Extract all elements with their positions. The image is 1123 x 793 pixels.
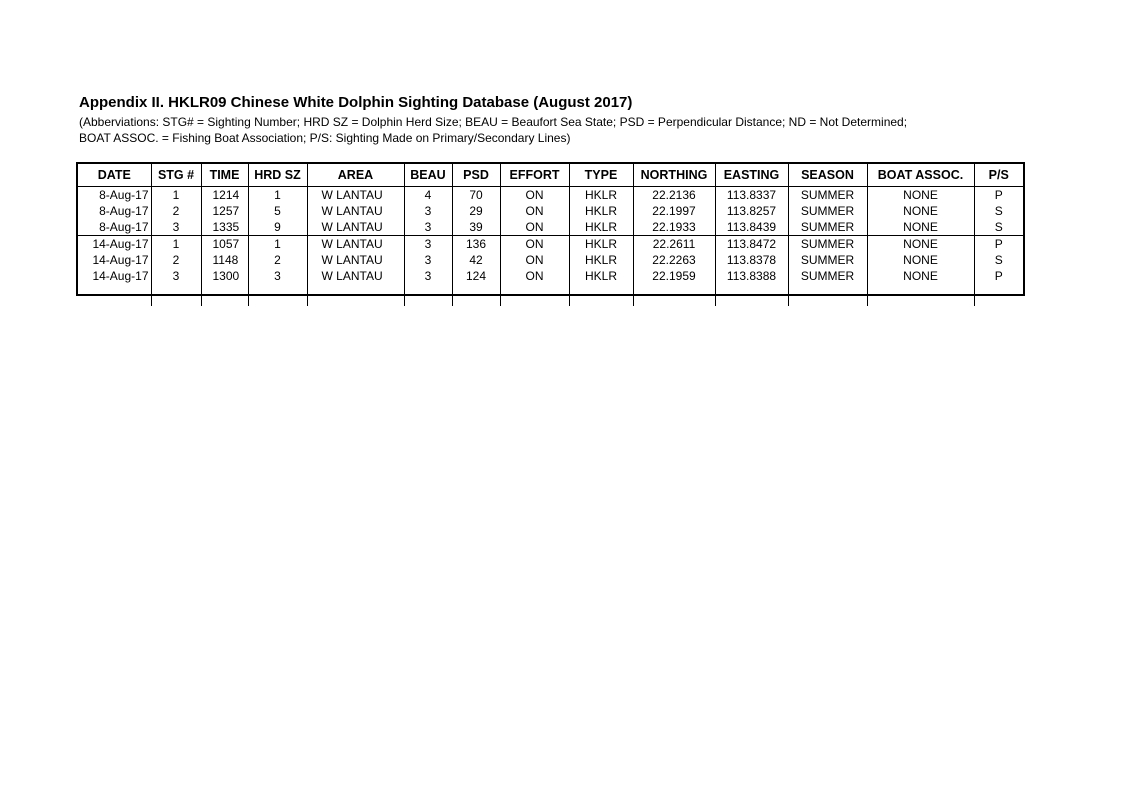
- cell-effort: ON: [500, 268, 569, 284]
- cell-season: SUMMER: [788, 268, 867, 284]
- cell-stg: 1: [151, 236, 201, 253]
- header-hrd-sz: HRD SZ: [248, 164, 307, 187]
- cell-psd: 136: [452, 236, 500, 253]
- filler-cell: [633, 284, 715, 306]
- filler-cell: [788, 284, 867, 306]
- cell-easting: 113.8378: [715, 252, 788, 268]
- filler-cell: [248, 284, 307, 306]
- cell-easting: 113.8337: [715, 187, 788, 204]
- cell-easting: 113.8257: [715, 203, 788, 219]
- filler-cell: [404, 284, 452, 306]
- cell-northing: 22.1997: [633, 203, 715, 219]
- filler-cell: [78, 284, 151, 306]
- cell-easting: 113.8472: [715, 236, 788, 253]
- table-row: [78, 252, 1023, 268]
- cell-time: 1335: [201, 219, 248, 236]
- cell-easting: 113.8388: [715, 268, 788, 284]
- cell-effort: ON: [500, 252, 569, 268]
- cell-hrd-sz: 1: [248, 187, 307, 204]
- cell-beau: 3: [404, 219, 452, 236]
- header-time: TIME: [201, 164, 248, 187]
- header-beau: BEAU: [404, 164, 452, 187]
- table-row: [78, 219, 1023, 236]
- cell-date: 8-Aug-17: [78, 219, 151, 236]
- header-date: DATE: [78, 164, 151, 187]
- cell-season: SUMMER: [788, 219, 867, 236]
- cell-northing: 22.2611: [633, 236, 715, 253]
- cell-psd: 124: [452, 268, 500, 284]
- cell-ps: S: [994, 203, 1003, 218]
- cell-season: SUMMER: [788, 187, 867, 204]
- cell-stg: 2: [151, 252, 201, 268]
- cell-boat-assoc: NONE: [867, 268, 974, 284]
- cell-northing: 22.1959: [633, 268, 715, 284]
- cell-beau: 3: [404, 252, 452, 268]
- cell-effort: ON: [500, 203, 569, 219]
- cell-season: SUMMER: [788, 236, 867, 253]
- cell-area: W LANTAU: [307, 236, 404, 253]
- cell-hrd-sz: 3: [248, 268, 307, 284]
- cell-ps: S: [994, 219, 1003, 234]
- filler-cell: [151, 284, 201, 306]
- cell-time: 1214: [201, 187, 248, 204]
- table-row: [78, 236, 1023, 253]
- cell-hrd-sz: 5: [248, 203, 307, 219]
- cell-date: 14-Aug-17: [78, 268, 151, 284]
- cell-type: HKLR: [569, 268, 633, 284]
- cell-area: W LANTAU: [307, 219, 404, 236]
- cell-area: W LANTAU: [307, 187, 404, 204]
- appendix-title: Appendix II. HKLR09 Chinese White Dolphin Sighting Database (August 2017): [79, 94, 633, 111]
- header-psd: PSD: [452, 164, 500, 187]
- cell-psd: 42: [452, 252, 500, 268]
- cell-date: 14-Aug-17: [78, 236, 151, 253]
- cell-beau: 3: [404, 236, 452, 253]
- table-header-row: [78, 164, 1023, 187]
- cell-boat-assoc: NONE: [867, 187, 974, 204]
- cell-stg: 3: [151, 268, 201, 284]
- cell-effort: ON: [500, 187, 569, 204]
- cell-psd: 70: [452, 187, 500, 204]
- cell-date: 14-Aug-17: [78, 252, 151, 268]
- cell-date: 8-Aug-17: [78, 203, 151, 219]
- cell-season: SUMMER: [788, 252, 867, 268]
- cell-beau: 3: [404, 203, 452, 219]
- filler-cell: [569, 284, 633, 306]
- filler-cell: [715, 284, 788, 306]
- header-northing: NORTHING: [633, 164, 715, 187]
- header-easting: EASTING: [715, 164, 788, 187]
- cell-time: 1300: [201, 268, 248, 284]
- cell-boat-assoc: NONE: [867, 203, 974, 219]
- cell-type: HKLR: [569, 236, 633, 253]
- cell-boat-assoc: NONE: [867, 252, 974, 268]
- header-season: SEASON: [788, 164, 867, 187]
- cell-psd: 29: [452, 203, 500, 219]
- filler-cell: [452, 284, 500, 306]
- header-area: AREA: [307, 164, 404, 187]
- cell-time: 1257: [201, 203, 248, 219]
- sighting-table-frame: [76, 162, 1025, 296]
- cell-hrd-sz: 9: [248, 219, 307, 236]
- header-boat-assoc: BOAT ASSOC.: [867, 164, 974, 187]
- header-type: TYPE: [569, 164, 633, 187]
- cell-type: HKLR: [569, 252, 633, 268]
- cell-time: 1057: [201, 236, 248, 253]
- cell-effort: ON: [500, 236, 569, 253]
- cell-season: SUMMER: [788, 203, 867, 219]
- abbreviations-line-2: BOAT ASSOC. = Fishing Boat Association; P/S: Sighting Made on Primary/Secondary Lines): [79, 131, 571, 145]
- table-filler-row: [78, 284, 1023, 306]
- cell-hrd-sz: 2: [248, 252, 307, 268]
- cell-area: W LANTAU: [307, 252, 404, 268]
- header-effort: EFFORT: [500, 164, 569, 187]
- filler-cell: [867, 284, 974, 306]
- cell-area: W LANTAU: [307, 203, 404, 219]
- table-row: [78, 203, 1023, 219]
- cell-ps: P: [994, 268, 1003, 283]
- cell-ps: S: [994, 252, 1003, 267]
- cell-psd: 39: [452, 219, 500, 236]
- table-row: [78, 187, 1023, 204]
- cell-northing: 22.2263: [633, 252, 715, 268]
- cell-northing: 22.2136: [633, 187, 715, 204]
- table-row: [78, 268, 1023, 284]
- filler-cell: [500, 284, 569, 306]
- cell-ps: P: [974, 236, 1023, 253]
- header-ps: P/S: [974, 164, 1023, 187]
- filler-cell: [307, 284, 404, 306]
- cell-ps: P: [994, 187, 1003, 202]
- cell-time: 1148: [201, 252, 248, 268]
- cell-type: HKLR: [569, 203, 633, 219]
- cell-stg: 3: [151, 219, 201, 236]
- cell-area: W LANTAU: [307, 268, 404, 284]
- cell-stg: 1: [151, 187, 201, 204]
- cell-date: 8-Aug-17: [78, 187, 151, 204]
- cell-beau: 4: [404, 187, 452, 204]
- filler-cell: [974, 284, 1023, 306]
- cell-type: HKLR: [569, 187, 633, 204]
- abbreviations-line-1: (Abberviations: STG# = Sighting Number; HRD SZ = Dolphin Herd Size; BEAU = Beaufort Sea State; PSD = Perpendicular Distance; ND = Not Determined;: [79, 115, 908, 129]
- cell-effort: ON: [500, 219, 569, 236]
- cell-boat-assoc: NONE: [867, 236, 974, 253]
- header-stg: STG #: [151, 164, 201, 187]
- cell-northing: 22.1933: [633, 219, 715, 236]
- filler-cell: [201, 284, 248, 306]
- cell-stg: 2: [151, 203, 201, 219]
- cell-type: HKLR: [569, 219, 633, 236]
- sighting-table: [78, 164, 1023, 306]
- cell-easting: 113.8439: [715, 219, 788, 236]
- cell-hrd-sz: 1: [248, 236, 307, 253]
- cell-beau: 3: [404, 268, 452, 284]
- cell-boat-assoc: NONE: [867, 219, 974, 236]
